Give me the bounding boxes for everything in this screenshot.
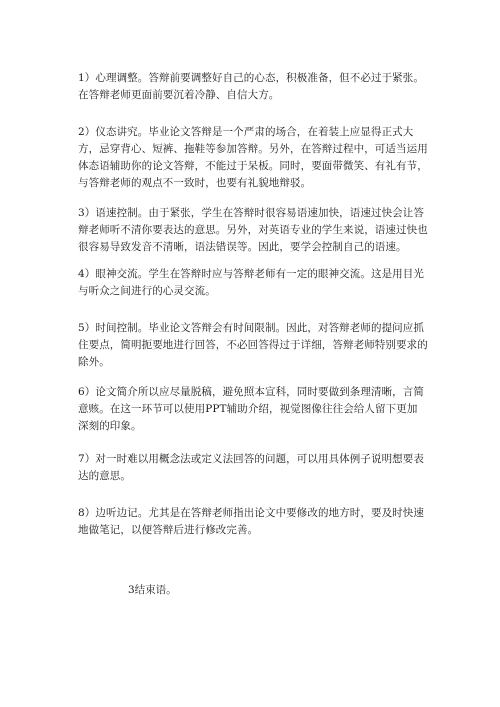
paragraph-demeanor: 2）仪态讲究。毕业论文答辩是一个严肃的场合，在着装上应显得正式大方，忌穿背心、短裤、拖鞋等参加答辩。另外，在答辩过程中，可适当运用体态语辅助你的论文答辩，不能过于呆板。同时，要面带微笑、有礼有节，与答辩老师的观点不一致时，也要有礼貌地辩驳。 <box>78 126 428 189</box>
section-heading-conclusion: 3结束语。 <box>128 584 177 596</box>
paragraph-take-notes: 8）边听边记。尤其是在答辩老师指出论文中要修改的地方时，要及时快速地做笔记，以便答辩后进行修改完善。 <box>78 507 424 536</box>
paragraph-eye-contact: 4）眼神交流。学生在答辩时应与答辩老师有一定的眼神交流。这是用目光与听众之间进行的心灵交流。 <box>78 268 424 297</box>
paragraph-hard-questions: 7）对一时难以用概念法或定义法回答的问题，可以用具体例子说明想要表达的意思。 <box>78 453 424 482</box>
paragraph-speech-speed: 3）语速控制。由于紧张，学生在答辩时很容易语速加快，语速过快会让答辩老师听不清你要表达的意思。另外，对英语专业的学生来说，语速过快也很容易导致发音不清晰，语法错误等。因此，要学会控制自己的语速。 <box>78 207 428 253</box>
paragraph-time-control: 5）时间控制。毕业论文答辩会有时间限制。因此，对答辩老师的提问应抓住要点，简明扼要地进行回答，不必回答得过于详细，答辩老师特别要求的除外。 <box>78 322 428 368</box>
paragraph-psychological-adjustment: 1）心理调整。答辩前要调整好自己的心态，积极准备，但不必过于紧张。在答辩老师更面前要沉着冷静、自信大方。 <box>78 72 424 101</box>
paragraph-thesis-introduction: 6）论文简介所以应尽量脱稿，避免照本宣科，同时要做到条理清晰，言简意赅。在这一环节可以使用PPT辅助介绍，视觉图像往往会给人留下更加深刻的印象。 <box>78 386 424 432</box>
